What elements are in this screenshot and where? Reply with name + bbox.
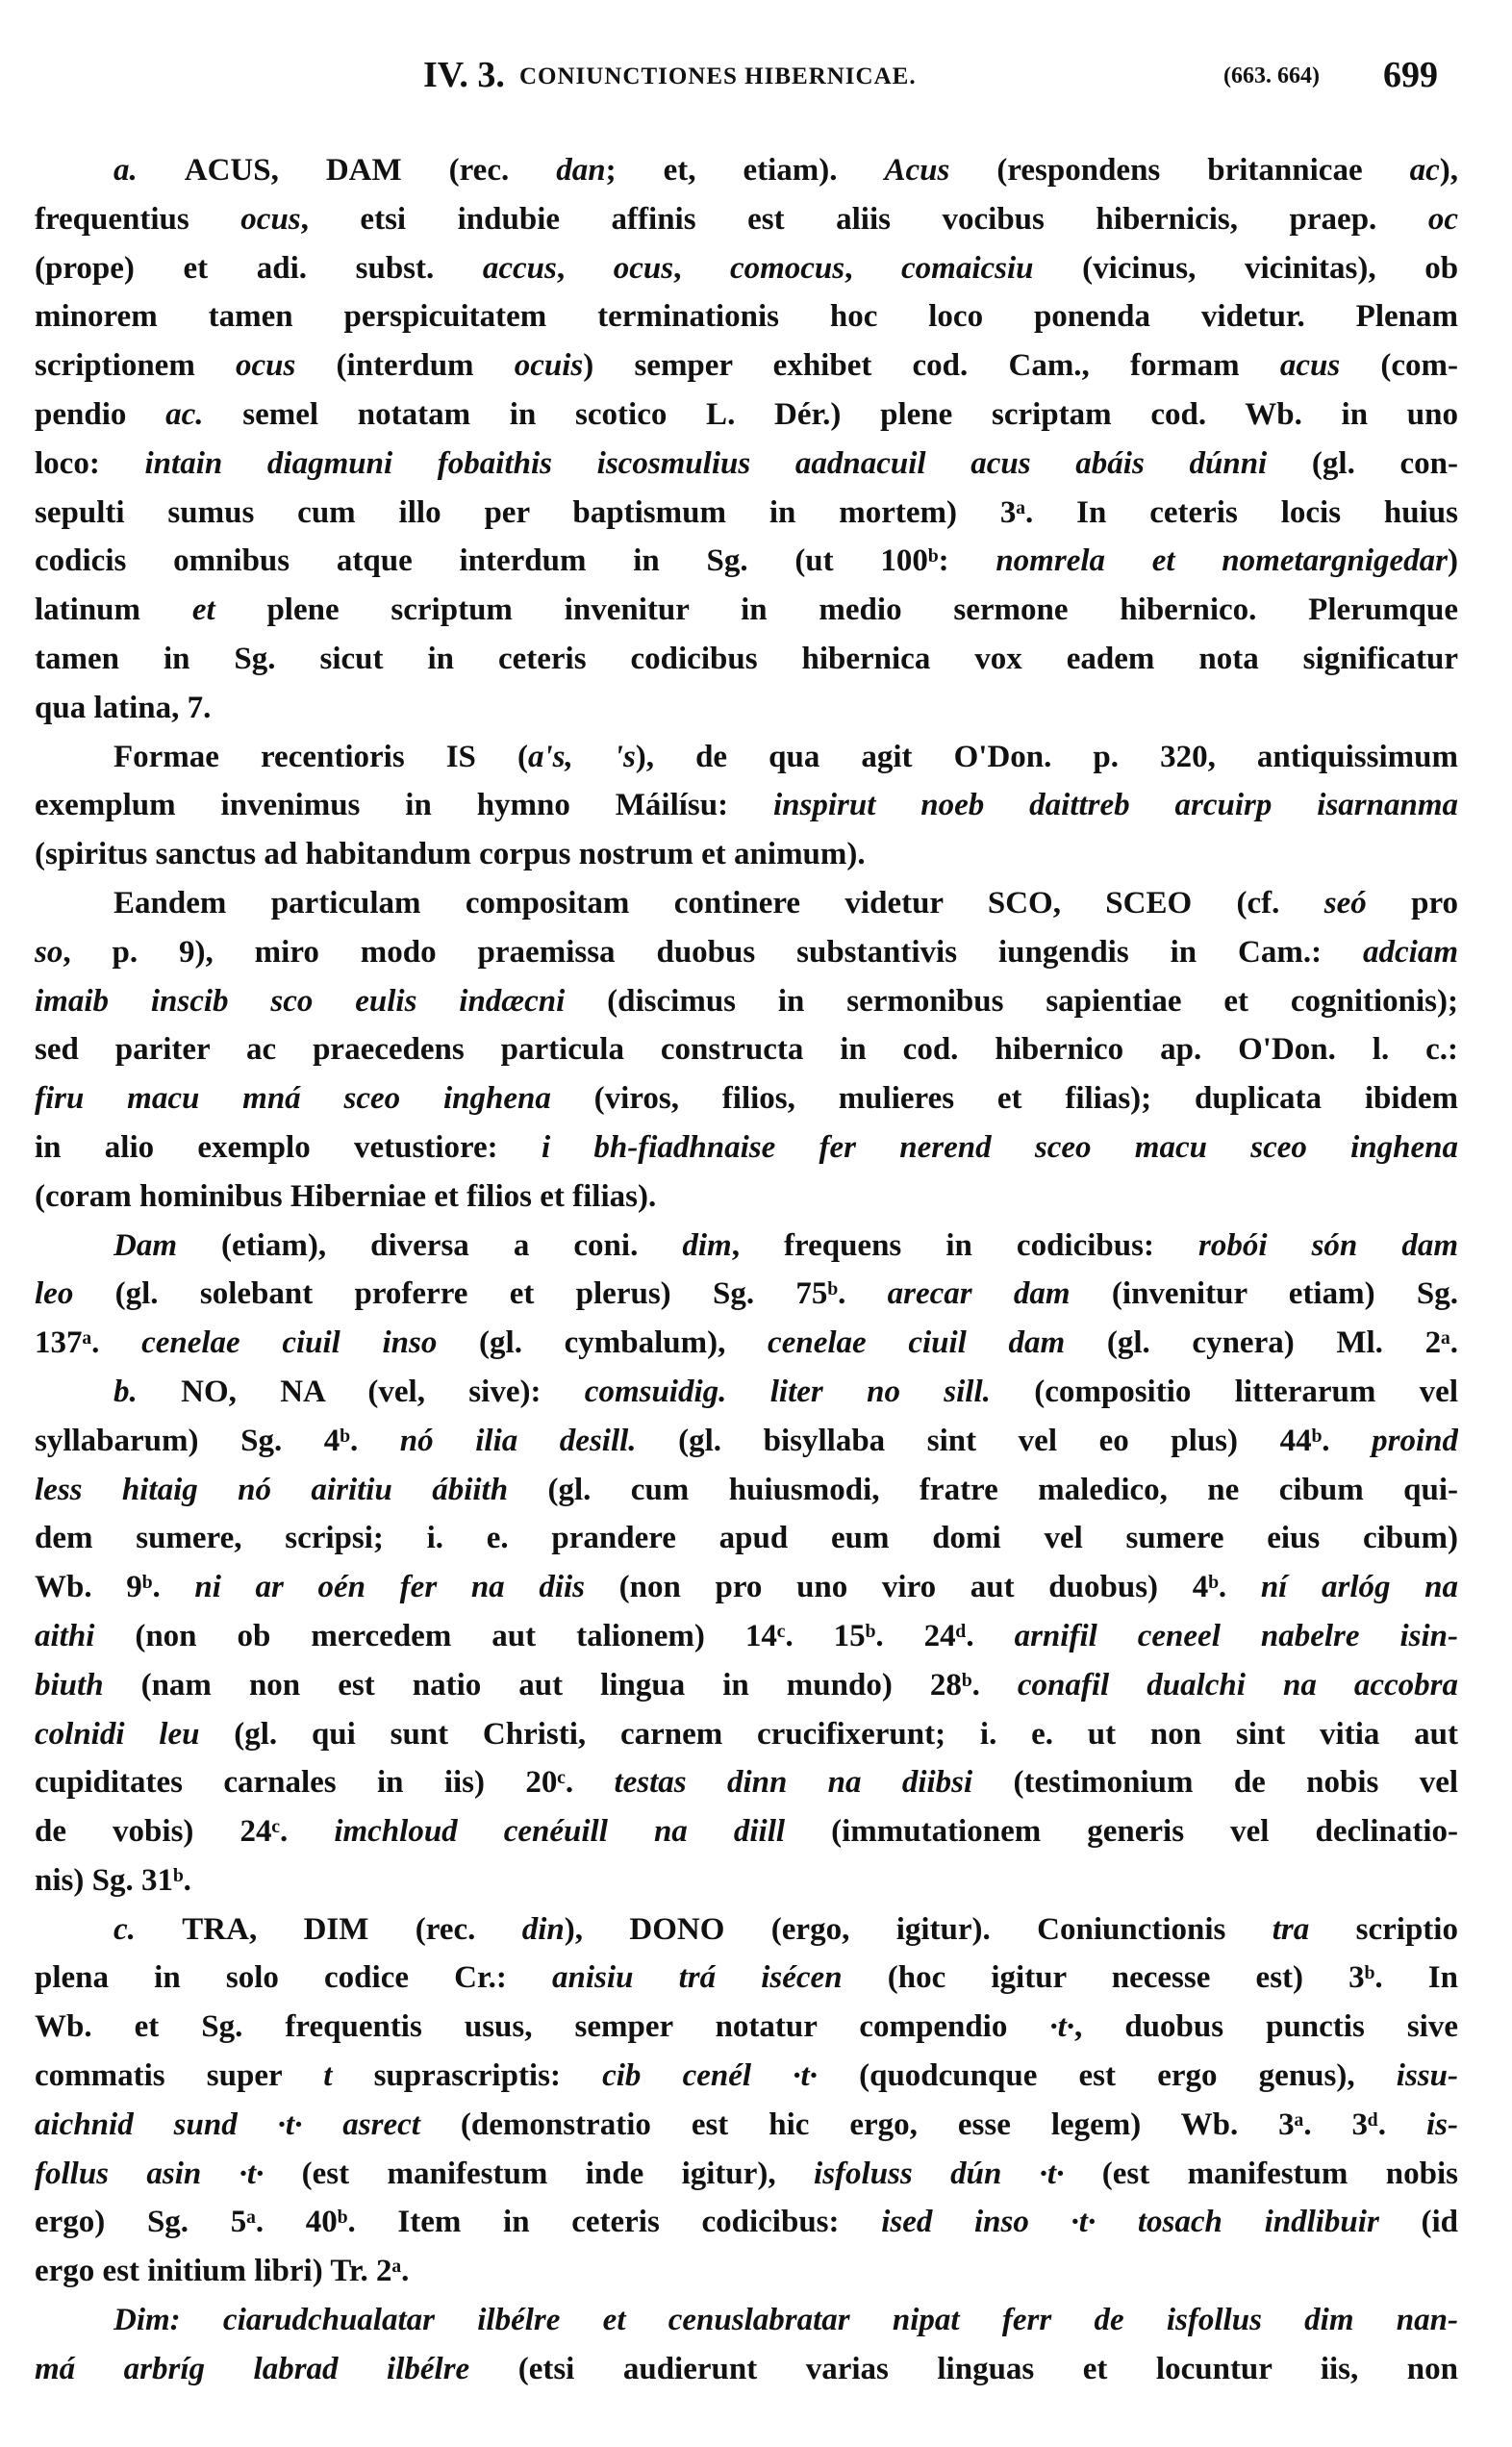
italic-text-segment: comsuidig. liter no sill. (584, 1374, 991, 1409)
text-line (35, 1954, 1458, 2003)
italic-text-segment: acus (1279, 348, 1341, 384)
text-segment: ACUS, DAM (rec. (184, 153, 557, 188)
text-segment: , (673, 250, 730, 286)
text-line (35, 440, 1458, 489)
text-segment: ; et, etiam). (605, 153, 885, 188)
text-segment: (respondens britannicae (949, 153, 1410, 188)
text-line (35, 195, 1458, 244)
text-segment: (compositio litterarum vel (990, 1374, 1458, 1409)
text-segment: (non ob mercedem aut talionem) 14ᶜ. 15ᵇ. 24ᵈ. (94, 1618, 1015, 1653)
text-segment: (nam non est natio aut lingua in mundo) 28ᵇ. (103, 1667, 1018, 1703)
italic-text-segment: ní arlóg na (1260, 1570, 1458, 1605)
italic-text-segment: aichnid sund ·t· asrect (35, 2106, 420, 2142)
italic-text-segment: aithi (35, 1618, 95, 1653)
text-segment: qua latina, 7. (35, 690, 212, 725)
text-line (35, 1074, 1458, 1123)
italic-text-segment: a. (113, 153, 185, 188)
text-line (35, 391, 1458, 440)
italic-text-segment: nomrela et nometargnigedar (995, 543, 1449, 579)
text-segment: (non pro uno viro aut duobus) 4ᵇ. (585, 1570, 1261, 1605)
text-line (35, 1173, 1458, 1222)
italic-text-segment: dan (556, 153, 606, 188)
italic-text-segment: arnifil ceneel nabelre isin- (1014, 1618, 1458, 1653)
italic-text-segment: ni ar oén fer na diis (194, 1570, 586, 1605)
italic-text-segment: imchloud cenéuill na diill (334, 1814, 786, 1850)
text-segment: (gl. qui sunt Christi, carnem crucifixerunt; i. e. ut non sint vitia aut (199, 1716, 1458, 1752)
italic-text-segment: adciam (1363, 934, 1458, 970)
section-number: IV. 3. (423, 55, 505, 95)
text-segment: (est manifestum inde igitur), (264, 2156, 815, 2191)
text-segment: , duobus punctis sive (1074, 2009, 1458, 2045)
text-segment: ergo est initium libri) Tr. 2ᵃ. (35, 2254, 410, 2289)
italic-text-segment: oc (1427, 201, 1458, 237)
text-segment: (immutationem generis vel declinatio- (785, 1814, 1458, 1850)
text-line (35, 244, 1458, 293)
italic-text-segment: is- (1426, 2106, 1458, 2142)
text-segment: plene scriptum invenitur in medio sermone hibernico. Plerumque (214, 593, 1458, 628)
text-segment: (vicinus, vicinitas), ob (1033, 250, 1458, 286)
text-segment: (testimonium de nobis vel (972, 1765, 1458, 1801)
text-segment: (etsi audierunt varias linguas et locuntur iis, non (469, 2351, 1458, 2386)
italic-text-segment: firu macu mná sceo inghena (35, 1081, 551, 1117)
text-segment: pro (1366, 885, 1458, 921)
text-segment: Eandem particulam compositam continere videtur SCO, SCEO (cf. (113, 885, 1324, 921)
italic-text-segment: i bh-fiadhnaise fer nerend sceo macu sceo inghena (541, 1129, 1458, 1165)
text-line (35, 2052, 1458, 2101)
italic-text-segment: less hitaig nó airitiu ábiith (35, 1472, 509, 1507)
italic-text-segment: ised inso ·t· tosach indlibuir (881, 2205, 1379, 2240)
italic-text-segment: imaib inscib sco eulis indæcni (35, 983, 566, 1019)
text-segment: , etsi indubie affinis est aliis vocibus hibernicis, praep. (300, 201, 1428, 237)
text-line (35, 2247, 1458, 2296)
text-line (35, 1612, 1458, 1661)
text-segment: (gl. cymbalum), (437, 1325, 769, 1361)
text-segment: 137ᵃ. (35, 1325, 142, 1361)
text-segment: (coram hominibus Hiberniae et filios et filias). (35, 1178, 657, 1214)
italic-text-segment: seó (1323, 885, 1367, 921)
text-segment: ), (1439, 153, 1458, 188)
text-line (35, 781, 1458, 830)
italic-text-segment: anisiu trá isécen (552, 1960, 843, 1996)
text-line (35, 684, 1458, 733)
text-segment: ) semper exhibet cod. Cam., formam (583, 348, 1280, 384)
text-line (35, 1661, 1458, 1710)
text-segment: cupiditates carnales in iis) 20ᶜ. (35, 1765, 615, 1801)
italic-text-segment: Dam (113, 1227, 177, 1263)
text-segment: (com- (1340, 348, 1458, 384)
italic-text-segment: nó ilia desill. (399, 1423, 637, 1458)
italic-text-segment: din (521, 1911, 565, 1947)
italic-text-segment: comocus (729, 250, 845, 286)
text-line (35, 2345, 1458, 2394)
text-line (35, 586, 1458, 635)
text-line (35, 2198, 1458, 2247)
text-segment: (est manifestum nobis (1064, 2156, 1458, 2191)
text-line (35, 537, 1458, 586)
italic-text-segment: arecar dam (887, 1276, 1071, 1312)
text-segment: minorem tamen perspicuitatem terminationis hoc loco ponenda videtur. Plenam (35, 299, 1458, 335)
italic-text-segment: Dim: ciarudchualatar ilbélre et cenuslabratar nipat ferr de isfollus dim nan- (113, 2303, 1458, 2338)
italic-text-segment: ocus (236, 348, 296, 384)
text-segment: exemplum invenimus in hymno Máilísu: (35, 788, 773, 823)
text-line (35, 146, 1458, 195)
text-segment: (discimus in sermonibus sapientiae et cognitionis); (565, 983, 1458, 1019)
text-segment: (gl. cum huiusmodi, fratre maledico, ne cibum qui- (508, 1472, 1458, 1507)
italic-text-segment: leo (35, 1276, 74, 1312)
text-segment: (quodcunque est ergo genus), (817, 2058, 1397, 2094)
running-title: CONIUNCTIONES HIBERNICAE. (519, 63, 917, 89)
text-segment: suprascriptis: (332, 2058, 603, 2094)
italic-text-segment: ·t· (1049, 2009, 1075, 2045)
italic-text-segment: Acus (884, 153, 950, 188)
italic-text-segment: robói són dam (1198, 1227, 1458, 1263)
italic-text-segment: ocuis (514, 348, 584, 384)
text-segment: NO, NA (vel, sive): (181, 1374, 585, 1409)
italic-text-segment: cenelae ciuil dam (768, 1325, 1066, 1361)
text-line (35, 1905, 1458, 1955)
text-segment: syllabarum) Sg. 4ᵇ. (35, 1423, 400, 1458)
italic-text-segment: conafil dualchi na accobra (1017, 1667, 1458, 1703)
text-segment: (gl. bisyllaba sint vel eo plus) 44ᵇ. (636, 1423, 1373, 1458)
text-segment: latinum (35, 593, 192, 628)
text-segment: (etiam), diversa a coni. (177, 1227, 683, 1263)
text-line (35, 341, 1458, 391)
text-segment: in alio exemplo vetustiore: (35, 1129, 542, 1165)
text-line (35, 2150, 1458, 2199)
text-segment: , p. 9), miro modo praemissa duobus substantivis iungendis in Cam.: (63, 934, 1364, 970)
text-line (35, 928, 1458, 977)
text-segment: (interdum (295, 348, 515, 384)
italic-text-segment: cib cenél ·t· (602, 2058, 818, 2094)
text-line (35, 1563, 1458, 1612)
text-line (35, 1123, 1458, 1173)
text-segment: (invenitur etiam) Sg. (1070, 1276, 1458, 1312)
italic-text-segment: accus (482, 250, 557, 286)
text-segment: sepulti sumus cum illo per baptismum in mortem) 3ᵃ. In ceteris locis huius (35, 494, 1458, 530)
text-line (35, 635, 1458, 684)
text-segment: (demonstratio est hic ergo, esse legem) Wb. 3ᵃ. 3ᵈ. (419, 2106, 1427, 2142)
text-line (35, 830, 1458, 879)
text-segment: Formae recentioris IS ( (113, 739, 528, 774)
text-line (35, 1417, 1458, 1466)
italic-text-segment: et (191, 593, 215, 628)
italic-text-segment: t (323, 2058, 333, 2094)
text-segment: (viros, filios, mulieres et filias); duplicata ibidem (550, 1081, 1458, 1117)
text-segment: ), de qua agit O'Don. p. 320, antiquissimum (635, 739, 1458, 774)
text-segment: loco: (35, 445, 145, 481)
text-line (35, 1758, 1458, 1807)
text-segment: nis) Sg. 31ᵇ. (35, 1862, 191, 1898)
italic-text-segment: ocus (240, 201, 301, 237)
italic-text-segment: ocus (613, 250, 674, 286)
italic-text-segment: c. (113, 1911, 183, 1947)
italic-text-segment: a's, 's (527, 739, 636, 774)
text-line (35, 1319, 1458, 1368)
text-line (35, 2003, 1458, 2052)
italic-text-segment: inspirut noeb daittreb arcuirp isarnanma (773, 788, 1458, 823)
text-segment: (spiritus sanctus ad habitandum corpus nostrum et animum). (35, 837, 866, 872)
section-reference: (663. 664) (1223, 63, 1320, 88)
text-segment: ergo) Sg. 5ᵃ. 40ᵇ. Item in ceteris codicibus: (35, 2205, 882, 2240)
text-segment: Wb. et Sg. frequentis usus, semper notatur compendio (35, 2009, 1050, 2045)
text-line (35, 1270, 1458, 1319)
running-header (0, 54, 1512, 104)
italic-text-segment: má arbríg labrad ilbélre (35, 2351, 470, 2386)
text-segment: dem sumere, scripsi; i. e. prandere apud eum domi vel sumere eius cibum) (35, 1521, 1458, 1556)
italic-text-segment: proind (1372, 1423, 1458, 1458)
text-segment: scriptionem (35, 348, 237, 384)
italic-text-segment: isfoluss dún ·t· (814, 2156, 1065, 2191)
text-line (35, 1514, 1458, 1563)
text-segment: Wb. 9ᵇ. (35, 1570, 195, 1605)
text-line (35, 1025, 1458, 1074)
text-line (35, 489, 1458, 538)
text-line (35, 1222, 1458, 1271)
text-line (35, 1710, 1458, 1759)
text-segment: (gl. con- (1267, 445, 1458, 481)
text-segment: commatis super (35, 2058, 324, 2094)
italic-text-segment: dim (682, 1227, 732, 1263)
text-line (35, 292, 1458, 341)
italic-text-segment: ac. (165, 396, 204, 432)
italic-text-segment: testas dinn na diibsi (614, 1765, 973, 1801)
text-segment: sed pariter ac praecedens particula constructa in cod. hibernico ap. O'Don. l. c.: (35, 1032, 1458, 1068)
text-segment: (prope) et adi. subst. (35, 250, 483, 286)
text-line (35, 2296, 1458, 2345)
text-segment: (hoc igitur necesse est) 3ᵇ. In (842, 1960, 1458, 1996)
text-segment: ), DONO (ergo, igitur). Coniunctionis (564, 1911, 1273, 1947)
text-segment: tamen in Sg. sicut in ceteris codicibus hibernica vox eadem nota significatur (35, 641, 1458, 676)
text-line (35, 1856, 1458, 1905)
text-segment: (gl. cynera) Ml. 2ᵃ. (1065, 1325, 1458, 1361)
italic-text-segment: biuth (35, 1667, 104, 1703)
italic-text-segment: issu- (1396, 2058, 1458, 2094)
text-segment: (id (1378, 2205, 1458, 2240)
italic-text-segment: colnidi leu (35, 1716, 200, 1752)
text-line (35, 733, 1458, 782)
page-number: 699 (1383, 55, 1438, 95)
text-segment: semel notatam in scotico L. Dér.) plene scriptam cod. Wb. in uno (203, 396, 1458, 432)
italic-text-segment: intain diagmuni fobaithis iscosmulius aadnacuil acus abáis dúnni (144, 445, 1268, 481)
italic-text-segment: follus asin ·t· (35, 2156, 265, 2191)
text-line (35, 1368, 1458, 1417)
text-segment: pendio (35, 396, 166, 432)
text-segment: codicis omnibus atque interdum in Sg. (ut 100ᵇ: (35, 543, 996, 579)
italic-text-segment: comaicsiu (901, 250, 1034, 286)
text-segment: frequentius (35, 201, 241, 237)
italic-text-segment: tra (1272, 1911, 1310, 1947)
text-line (35, 1807, 1458, 1856)
text-line (35, 879, 1458, 928)
italic-text-segment: ac (1409, 153, 1440, 188)
text-line (35, 2101, 1458, 2150)
text-segment: (gl. solebant proferre et plerus) Sg. 75ᵇ. (73, 1276, 888, 1312)
text-line (35, 977, 1458, 1026)
italic-text-segment: b. (113, 1374, 182, 1409)
text-segment: ) (1448, 543, 1458, 579)
italic-text-segment: cenelae ciuil inso (141, 1325, 438, 1361)
italic-text-segment: so (35, 934, 63, 970)
text-segment: plena in solo codice Cr.: (35, 1960, 553, 1996)
text-segment: , frequens in codicibus: (731, 1227, 1198, 1263)
page-body-text (35, 146, 1458, 2394)
text-segment: scriptio (1309, 1911, 1458, 1947)
text-segment: TRA, DIM (rec. (182, 1911, 522, 1947)
text-segment: , (556, 250, 614, 286)
text-segment: , (844, 250, 902, 286)
text-line (35, 1466, 1458, 1515)
text-segment: de vobis) 24ᶜ. (35, 1814, 335, 1850)
